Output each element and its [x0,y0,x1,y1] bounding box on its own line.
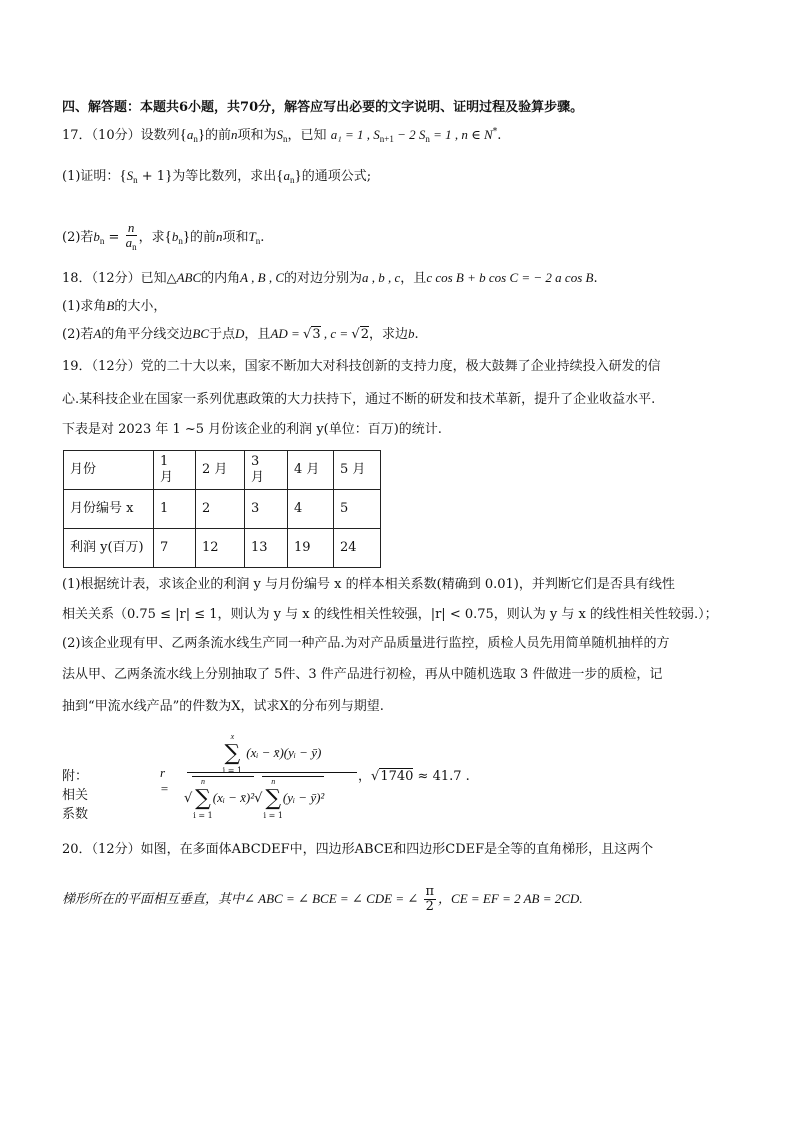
q17-p1-b: 的通项公式; [301,169,372,184]
q18-p2-eq2: , c = [320,326,352,341]
denominator-1: (xᵢ − x̄)² [212,790,255,805]
table-cell: 5 [334,490,381,529]
q18-p2-d: ，且 [244,327,271,342]
q17-number: 17．（10分） [62,128,141,143]
sum-upper: x [230,732,235,741]
section-heading: 四、解答题：本题共6小题，共70分，解答应写出必要的文字说明、证明过程及验算步骤。 [62,100,584,115]
q17-n: n [231,127,238,142]
table-cell: 13 [245,529,288,568]
q19-p1-line2: 相关关系（0.75 ≤ |r| ≤ 1，则认为 y 与 x 的线性相关性较强，|r| < 0.75，则认为 y 与 x 的线性相关性较弱.）； [62,607,718,622]
q19-line2: 心.某科技企业在国家一系列优惠政策的大力扶持下，通过不断的研发和技术革新，提升了企业收益水平. [62,392,656,407]
q19-line1: 19．（12分）党的二十大以来，国家不断加大对科技创新的支持力度，极大鼓舞了企业持续投入研发的信 [62,359,661,374]
q17-p2-end: . [260,230,265,245]
q17-p2-T: T [248,229,256,244]
numerator-expr: (xᵢ − x̄)(yᵢ − ȳ) [246,745,322,760]
q17-p2-n: n [216,229,223,244]
q18-p2-end: . [414,327,419,342]
q19-line3: 下表是对 2023 年 1 ~5 月份该企业的利润 y(单位：百万)的统计. [62,422,442,437]
q17-condition-c: = 1 , n ∈ N [429,127,493,142]
q18-p2-e: ，求边 [369,327,409,342]
q18-p2-a: (2)若 [62,327,94,342]
sum-lower: i = 1 [222,766,243,775]
q18-p1-end: 的大小， [114,299,167,314]
q18-p2-r3: 3 [312,327,321,342]
q18-angles: A , B , C [240,270,284,285]
q18-sides: a , b , c [362,270,401,285]
q20-line1: 20．（12分）如图，在多面体ABCDEF中，四边形ABCE和四边形CDEF是全等的直角梯形，且这两个 [62,842,654,857]
q17-p1-label: (1)证明： [62,169,120,184]
q19-p1-line1: (1)根据统计表，求该企业的利润 y 与月份编号 x 的样本相关系数(精确到 0.01)，并判断它们是否具有线性 [62,577,675,592]
q18-p2-bvar: b [408,326,415,341]
appendix-label: 附：相关系数 [62,769,89,822]
q20-fraction [424,885,437,914]
q18-c: 的对边分别为 [284,271,363,286]
formula-denominator: √ n ∑ i = 1 (xᵢ − x̄)²√ n ∑ i = 1 (yᵢ − ȳ)² [184,777,325,820]
q18-p2-D: D [235,326,245,341]
table-cell: 利润 y(百万) [64,529,154,568]
q18-part2: (2)若A的角平分线交边BC于点D，且AD = √3 , c = √2，求边b. [62,326,419,342]
table-cell: 3 月 [245,451,288,490]
table-cell: 24 [334,529,381,568]
q18-p2-c: 于点 [209,327,236,342]
q18-abc: ABC [176,270,202,285]
q18-p2-r2: 2 [360,327,369,342]
fraction-bar [187,772,357,773]
q18-equation: c cos B + b cos C = − 2 a cos B [426,270,594,285]
q17-p2-label: (2)若 [62,230,94,245]
table-cell: 1 月 [154,451,196,490]
q18-number: 18．（12分） [62,271,141,286]
den-lower-1: i = 1 [193,811,213,820]
q20-frac-num: π [425,884,435,899]
q19-p2-line1: (2)该企业现有甲、乙两条流水线生产同一种产品.为对产品质量进行监控，质检人员先用简单随机抽样的方 [62,636,670,651]
approx-radicand: 1740 [380,769,414,784]
q20-line2-a: 梯形所在的平面相互垂直，其中∠ ABC = ∠ BCE = ∠ CDE = ∠ [62,891,422,906]
q20-line2 [62,882,583,917]
q18-part1 [62,296,166,317]
table-row [64,529,381,568]
table-cell: 月份编号 x [64,490,154,529]
formula-numerator: x ∑ i = 1 (xᵢ − x̄)(yᵢ − ȳ) [222,732,322,775]
table-cell: 5 月 [334,451,381,490]
table-row [64,490,381,529]
q18-p2-A: A [93,326,102,341]
q19-p2-line2: 法从甲、乙两条流水线上分别抽取了 5件、3 件产品进行初检，再从中随机选取 3 件做进一步的质检，记 [62,667,663,682]
table-cell: 1 [154,490,196,529]
q17-p1-a: 为等比数列，求出 [172,169,277,184]
profit-table [63,450,381,568]
table-cell: 12 [196,529,245,568]
q18-stem [62,268,598,289]
q17-fraction: $\frac{n}{a_n}$ [125,220,137,252]
den-lower-2: i = 1 [263,811,283,820]
q18-p1-B: B [106,298,115,313]
q17-text-c: 项和为 [237,128,277,143]
q18-end: . [593,271,598,286]
table-cell: 3 [245,490,288,529]
r-symbol: r = [160,765,169,796]
table-cell: 7 [154,529,196,568]
q18-d: ，且 [400,271,427,286]
q17-text-d: ，已知 [287,128,327,143]
q17-condition-b: − 2 S [393,127,426,142]
q18-b: 的内角 [201,271,241,286]
den-upper-2: n [271,777,276,786]
den-upper-1: n [201,777,206,786]
q18-p1: (1)求角 [62,299,107,314]
q18-p2-eq1: AD = [270,326,304,341]
q17-part1: (1)证明：$\{S_n + 1\}$为等比数列，求出$\{a_n\}$的通项公式; [62,168,372,185]
denominator-2: (yᵢ − ȳ)² [282,790,325,805]
q19-p2-line3: 抽到“甲流水线产品”的件数为X，试求X的分布列与期望. [62,699,384,714]
table-cell: 2 [196,490,245,529]
table-cell: 月份 [64,451,154,490]
table-cell: 4 [288,490,334,529]
q17-part2: (2)若$b_n$ = $\frac{n}{a_n}$ ，求$\{b_n\}$的前n项和$T_n$. [62,220,265,252]
q18-p2-b: 的角平分线交边 [101,327,193,342]
q17-p2-b: 的前 [190,230,217,245]
table-cell: 19 [288,529,334,568]
approx-note: ，√1740 ≈ 41.7 . [358,769,470,784]
table-cell: 2 月 [196,451,245,490]
q17-p2-a: ，求 [138,230,165,245]
q17-condition-a: a₁ = 1 , S [330,127,380,142]
q17-text-b: 的前 [205,128,232,143]
approx-value: ≈ 41.7 . [417,769,470,784]
approx-sep: ， [358,769,372,784]
table-cell: 4 月 [288,451,334,490]
q18-a: 已知△ [140,271,177,286]
q17-stem: 17．（10分）设数列$\{a_n\}$的前n项和为$S_n$，已知 a₁ = 1 , $S_{n+1} - 2$ $S_n = 1$ , n ∈ N*. [62,127,502,144]
table-row [64,451,381,490]
q20-line2-b: ，CE = EF = 2 AB = 2CD. [438,891,583,906]
q18-p2-BC: BC [192,326,210,341]
q17-text-a: 设数列 [140,128,180,143]
q20-frac-den: 2 [425,899,434,914]
q17-p2-c: 项和 [222,230,249,245]
